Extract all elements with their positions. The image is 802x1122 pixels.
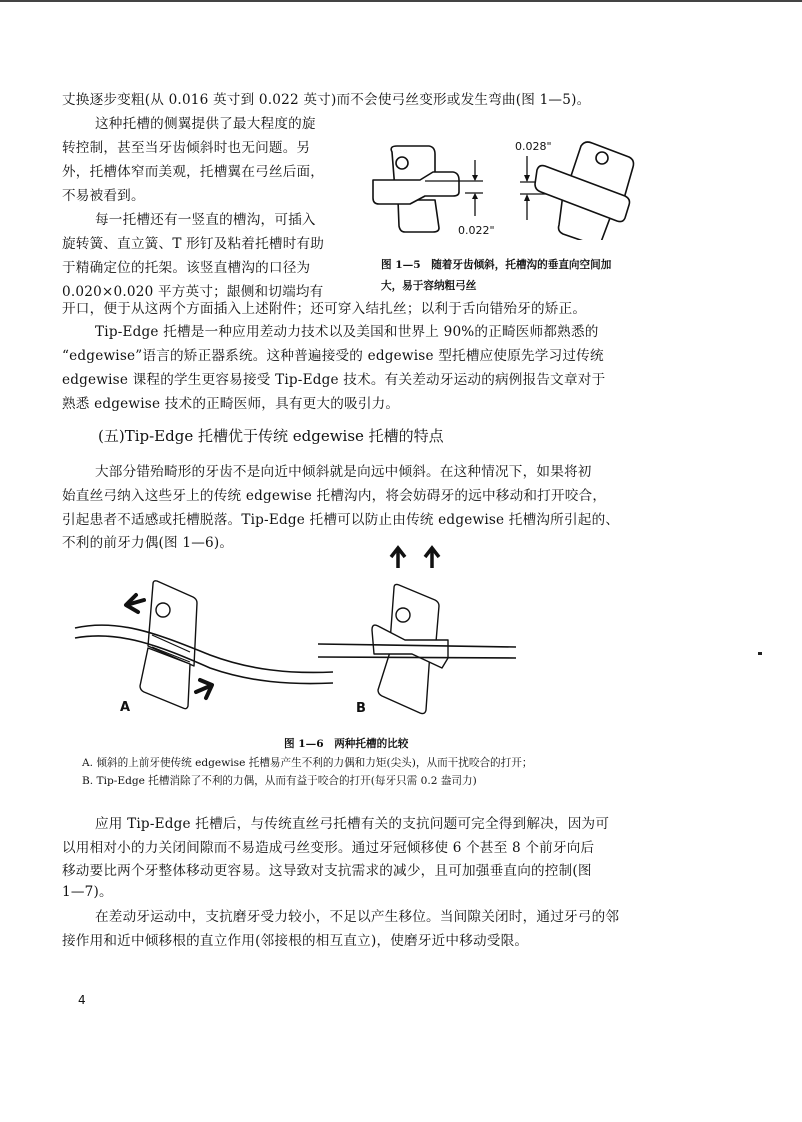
figure-1-5-label-right: 0.028" — [515, 140, 552, 153]
paragraph-6-line-4: 1—7)。 — [62, 884, 113, 900]
section-heading: (五)Tip-Edge 托槽优于传统 edgewise 托槽的特点 — [98, 427, 444, 445]
paragraph-5-line-1: 大部分错殆畸形的牙齿不是向近中倾斜就是向远中倾斜。在这种情况下，如果将初 — [95, 464, 592, 480]
figure-1-6-panel-a — [75, 581, 333, 715]
paragraph-7-line-1: 在差动牙运动中，支抗磨牙受力较小，不足以产生移位。当间隙关闭时，通过牙弓的邻 — [95, 909, 620, 925]
paragraph-4-line-3: edgewise 课程的学生更容易接受 Tip-Edge 技术。有关差动牙运动的病例报告文章对于 — [62, 372, 606, 388]
paragraph-5-line-4: 不利的前牙力偶(图 1—6)。 — [62, 535, 234, 551]
paragraph-2-line-3: 外，托槽体窄而美观，托槽翼在弓丝后面， — [62, 164, 325, 180]
scan-speck — [758, 652, 762, 655]
figure-1-6-caption-title: 图 1—6 两种托槽的比较 — [284, 738, 409, 750]
paragraph-3-line-2: 旋转簧、直立簧、T 形钉及粘着托槽时有助 — [62, 236, 325, 252]
paragraph-2-line-1: 这种托槽的侧翼提供了最大程度的旋 — [95, 116, 316, 132]
figure-1-6-panel-b-label: B — [356, 701, 366, 716]
paragraph-7-line-2: 接作用和近中倾移根的直立作用(邻接根的相互直立)，使磨牙近中移动受限。 — [62, 933, 529, 949]
paragraph-4-line-1: Tip-Edge 托槽是一种应用差动力技术以及美国和世界上 90%的正畸医师都熟悉的 — [95, 324, 599, 340]
figure-1-6-panel-b — [318, 548, 516, 716]
figure-1-6-caption-a: A. 倾斜的上前牙使传统 edgewise 托槽易产生不利的力偶和力矩(尖头)，从而干扰咬合的打开； — [82, 757, 533, 769]
figure-1-6-diagram — [60, 540, 720, 730]
figure-1-6-caption-b: B. Tip-Edge 托槽消除了不利的力偶，从而有益于咬合的打开(每牙只需 0.2 盎司力) — [82, 775, 477, 787]
page-top-border — [0, 0, 802, 2]
paragraph-4-line-4: 熟悉 edgewise 技术的正畸医师，具有更大的吸引力。 — [62, 396, 400, 412]
paragraph-4-line-2: “edgewise”语言的矫正器系统。这种普遍接受的 edgewise 型托槽应使原先学习过传统 — [62, 348, 604, 364]
paragraph-5-line-3: 引起患者不适感或托槽脱落。Tip-Edge 托槽可以防止由传统 edgewise 托槽沟所引起的、 — [62, 512, 620, 528]
page-number: 4 — [78, 993, 86, 1007]
figure-1-5-label-left: 0.022" — [458, 224, 495, 237]
figure-1-5-diagram — [365, 130, 665, 240]
paragraph-5-line-2: 始直丝弓纳入这些牙上的传统 edgewise 托槽沟内，将会妨碍牙的远中移动和打开咬合， — [62, 488, 607, 504]
paragraph-6-line-3: 移动要比两个牙整体移动更容易。这导致对支抗需求的减少，且可加强垂直向的控制(图 — [62, 863, 592, 879]
paragraph-2-line-2: 转控制，甚至当牙齿倾斜时也无问题。另 — [62, 140, 311, 156]
figure-1-5-caption-line-1: 图 1—5 随着牙齿倾斜，托槽沟的垂直向空间加 — [381, 259, 612, 271]
paragraph-3-line-3: 于精确定位的托架。该竖直槽沟的口径为 — [62, 260, 311, 276]
paragraph-6-line-1: 应用 Tip-Edge 托槽后，与传统直丝弓托槽有关的支抗问题可完全得到解决，因为可 — [95, 816, 610, 832]
paragraph-3-line-4: 0.020×0.020 平方英寸；龈侧和切端均有 — [62, 284, 324, 300]
figure-1-5-caption-line-2: 大，易于容纳粗弓丝 — [381, 280, 477, 292]
paragraph-2-line-4: 不易被看到。 — [62, 188, 145, 204]
paragraph-6-line-2: 以用相对小的力关闭间隙而不易造成弓丝变形。通过牙冠倾移使 6 个甚至 8 个前牙向后 — [62, 840, 595, 856]
paragraph-1-tail: 丈换逐步变粗(从 0.016 英寸到 0.022 英寸)而不会使弓丝变形或发生弯曲(图 1—5)。 — [62, 92, 591, 108]
paragraph-3-line-1: 每一托槽还有一竖直的槽沟，可插入 — [95, 212, 316, 228]
figure-1-6-panel-a-label: A — [120, 700, 131, 715]
paragraph-3-line-5: 开口，便于从这两个方面插入上述附件；还可穿入结扎丝；以利于舌向错殆牙的矫正。 — [62, 301, 587, 317]
